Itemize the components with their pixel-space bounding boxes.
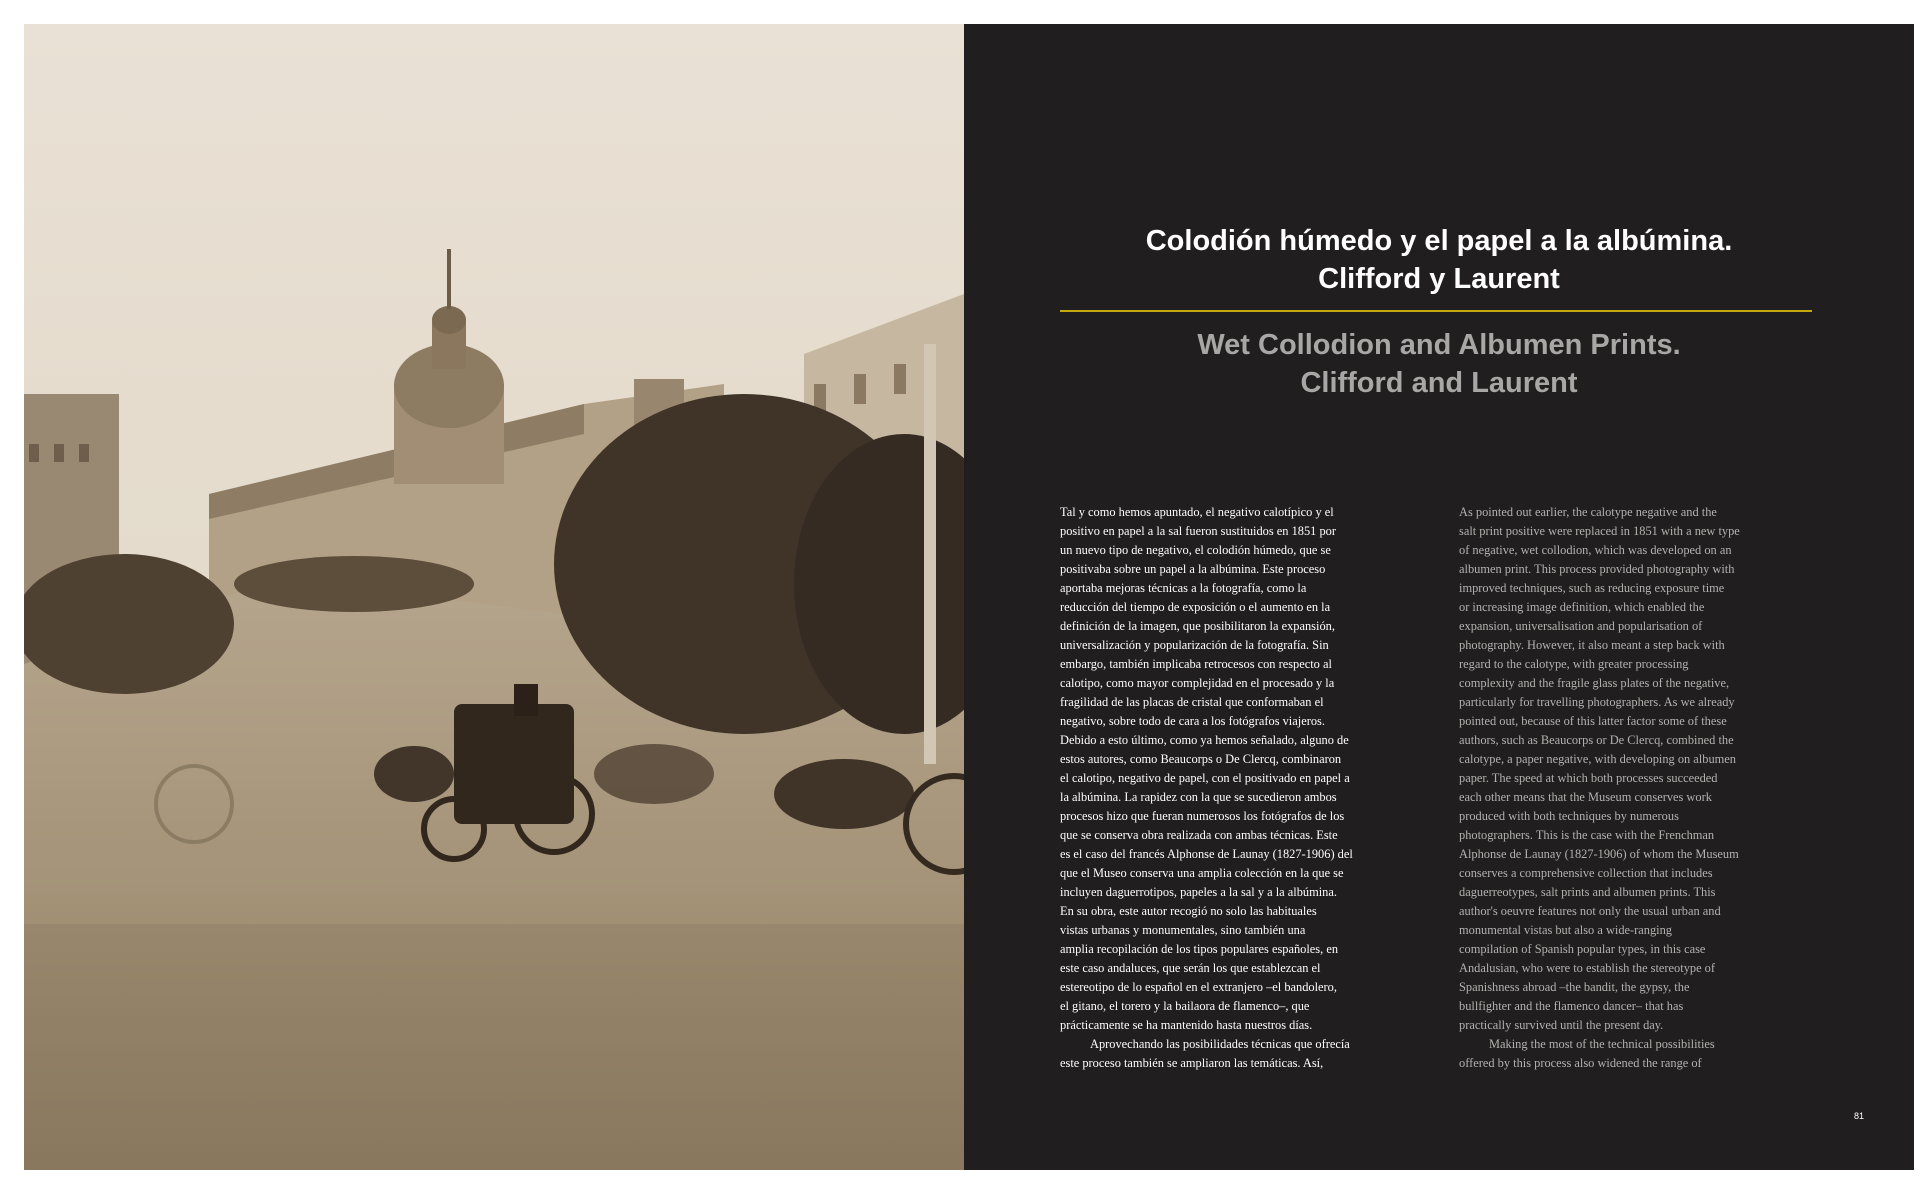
text-line: el gitano, el torero y la bailaora de flamenco–, que [1060,999,1310,1013]
text-line: positivaba sobre un papel a la albúmina. Este proceso [1060,562,1326,576]
text-line: universalización y popularización de la fotografía. Sin [1060,638,1329,652]
text-line: que se conserva obra realizada con ambas técnicas. Este [1060,828,1338,842]
text-line: Andalusian, who were to establish the stereotype of [1459,961,1716,975]
text-line: definición de la imagen, que posibilitaron la expansión, [1060,619,1335,633]
text-line: author's oeuvre features not only the usual urban and [1459,904,1721,918]
text-line: conserves a comprehensive collection that includes [1459,866,1713,880]
text-line: vistas urbanas y monumentales, sino también una [1060,923,1306,937]
text-panel [964,24,1914,1170]
text-line: negativo, sobre todo de cara a los fotógrafos viajeros. [1060,714,1325,728]
text-line: este proceso también se ampliaron las temáticas. Así, [1060,1056,1324,1070]
page-number: 81 [1853,1111,1864,1121]
text-line: procesos hizo que fueran numerosos los fotógrafos de los [1060,809,1345,823]
text-line: Debido a esto último, como ya hemos señalado, alguno de [1060,733,1349,747]
spanish-title [964,222,1914,298]
text-line: practically survived until the present day. [1459,1018,1664,1032]
text-line: Alphonse de Launay (1827-1906) of whom the Museum [1459,847,1739,861]
text-line: produced with both techniques by numerous [1459,809,1679,823]
text-line: salt print positive were replaced in 1851 with a new type [1459,524,1740,538]
text-line: En su obra, este autor recogió no solo las habituales [1060,904,1317,918]
text-line: improved techniques, such as reducing exposure time [1459,581,1725,595]
text-line: calotipo, como mayor complejidad en el procesado y la [1060,676,1335,690]
text-line: prácticamente se ha mantenido hasta nuestros días. [1060,1018,1313,1032]
spanish-title-line-1: Colodión húmedo y el papel a la albúmina. [1145,225,1733,257]
text-line: embargo, también implicaba retrocesos con respecto al [1060,657,1332,671]
text-line: incluyen daguerrotipos, papeles a la sal y a la albúmina. [1060,885,1337,899]
text-line: la albúmina. La rapidez con la que se sucedieron ambos [1060,790,1337,804]
photograph-image [24,24,964,1170]
text-line: regard to the calotype, with greater processing [1459,657,1689,671]
text-line: complexity and the fragile glass plates of the negative, [1459,676,1730,690]
text-line: Tal y como hemos apuntado, el negativo calotípico y el [1060,505,1334,519]
text-line: estos autores, como Beaucorps o De Clercq, combinaron [1060,752,1342,766]
text-line: que el Museo conserva una amplia colección en la que se [1060,866,1344,880]
historic-street-photograph [24,24,964,1170]
text-line: fragilidad de las placas de cristal que conformaban el [1060,695,1324,709]
text-line: Aprovechando las posibilidades técnicas que ofrecía [1090,1037,1350,1051]
text-line: positivo en papel a la sal fueron sustituidos en 1851 por [1060,524,1336,538]
text-line: expansion, universalisation and popularisation of [1459,619,1703,633]
text-line: pointed out, because of this latter factor some of these [1459,714,1727,728]
english-title [964,326,1914,402]
text-line: calotype, a paper negative, with developing on albumen [1459,752,1736,766]
title-divider [1060,310,1812,312]
text-line: monumental vistas but also a wide-ranging [1459,923,1673,937]
text-line: albumen print. This process provided photography with [1459,562,1735,576]
spanish-title-line-2: Clifford y Laurent [1318,263,1560,295]
text-line: Making the most of the technical possibilities [1489,1037,1715,1051]
text-line: es el caso del francés Alphonse de Launay (1827-1906) del [1060,847,1353,861]
english-title-line-2: Clifford and Laurent [1300,367,1578,399]
text-line: photographers. This is the case with the Frenchman [1459,828,1715,842]
text-line: amplia recopilación de los tipos populares españoles, en [1060,942,1339,956]
text-line: paper. The speed at which both processes succeeded [1459,771,1718,785]
text-line: each other means that the Museum conserves work [1459,790,1712,804]
text-line: of negative, wet collodion, which was developed on an [1459,543,1732,557]
text-line: un nuevo tipo de negativo, el colodión húmedo, que se [1060,543,1331,557]
english-text-column [1459,503,1809,1073]
english-title-line-1: Wet Collodion and Albumen Prints. [1197,329,1681,361]
text-line: Spanishness abroad –the bandit, the gypsy, the [1459,980,1690,994]
text-line: offered by this process also widened the range of [1459,1056,1702,1070]
text-line: photography. However, it also meant a step back with [1459,638,1725,652]
spanish-text-column [1060,503,1410,1073]
text-line: As pointed out earlier, the calotype negative and the [1459,505,1717,519]
text-line: aportaba mejoras técnicas a la fotografía, como la [1060,581,1307,595]
text-line: bullfighter and the flamenco dancer– that has [1459,999,1684,1013]
text-line: particularly for travelling photographers. As we already [1459,695,1735,709]
text-line: reducción del tiempo de exposición o el aumento en la [1060,600,1331,614]
text-line: este caso andaluces, que serán los que establezcan el [1060,961,1321,975]
text-line: el calotipo, negativo de papel, con el positivado en papel a [1060,771,1350,785]
text-line: estereotipo de lo español en el extranjero –el bandolero, [1060,980,1337,994]
text-line: daguerreotypes, salt prints and albumen prints. This [1459,885,1716,899]
text-line: or increasing image definition, which enabled the [1459,600,1705,614]
text-line: compilation of Spanish popular types, in this case [1459,942,1706,956]
text-line: authors, such as Beaucorps or De Clercq, combined the [1459,733,1734,747]
